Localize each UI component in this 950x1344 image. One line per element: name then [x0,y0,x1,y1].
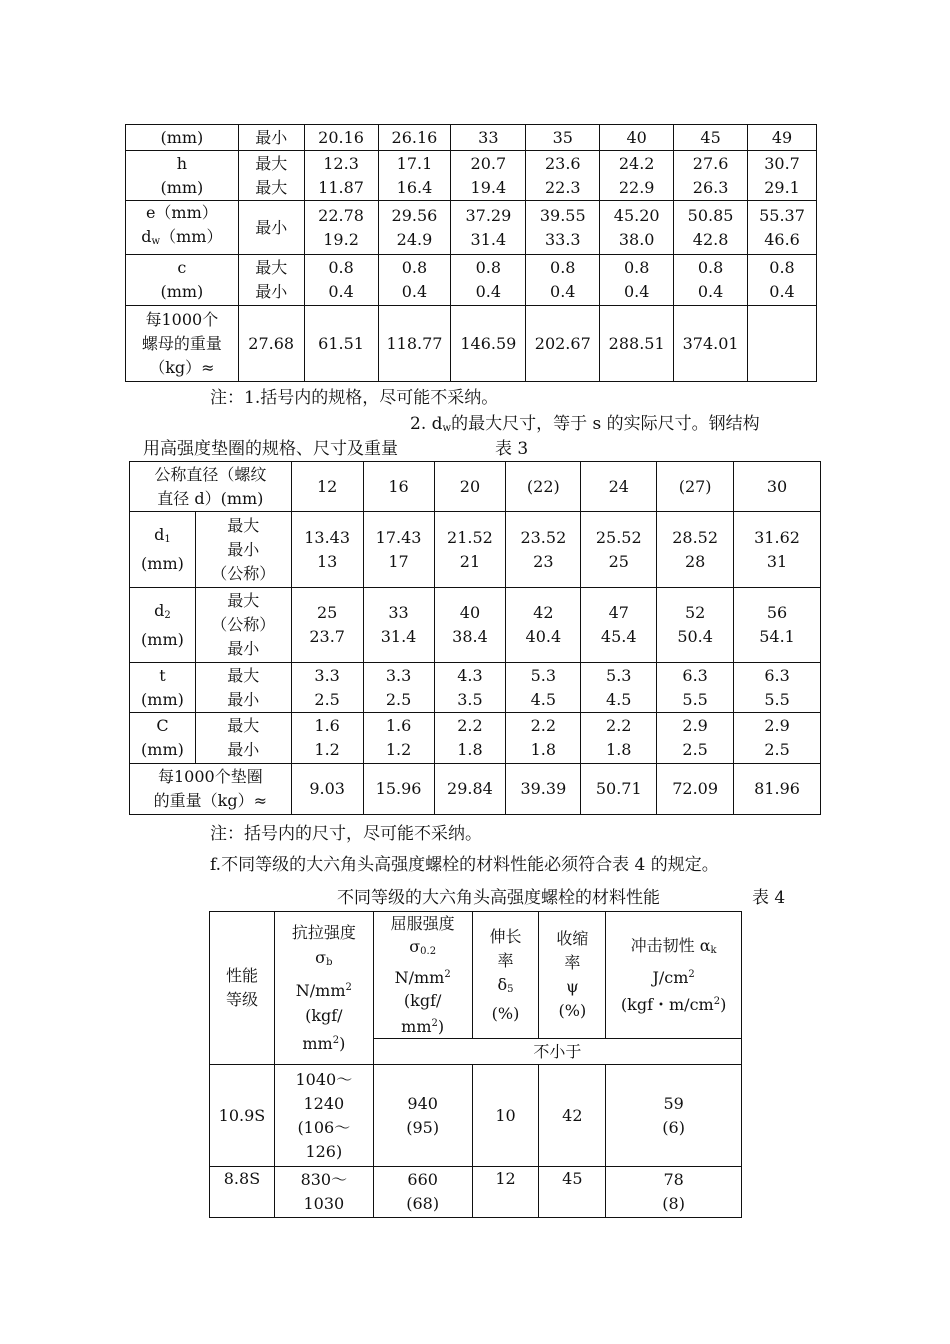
table-cell: 27.6 26.3 [674,151,748,201]
table-row [130,764,821,815]
table-cell: 45 [539,1167,606,1218]
table-cell: 146.59 [451,306,526,382]
label-dw [126,225,238,254]
table-cell: 6.3 5.5 [734,663,821,713]
table-cell: 33 [451,125,526,151]
note-1: 注：1.括号内的规格，尽可能不采纳。 [210,388,499,408]
table-cell: 12 [472,1167,539,1218]
table4-number: 表 4 [752,888,786,908]
table-cell: 25.52 25 [581,512,657,588]
yield-d: ) [437,1017,445,1036]
table-cell: 12.3 11.87 [304,151,378,201]
row-type: 最大 最小 [195,663,291,713]
table-cell: 23.6 22.3 [526,151,600,201]
table-cell: 50.85 42.8 [674,201,748,255]
table-cell: 27.68 [238,306,304,382]
yield-sup: 2 [444,969,451,980]
table-cell: 1040～ 1240 (106～ 126) [274,1065,373,1167]
table-cell: 202.67 [526,306,600,382]
table-cell: 40 38.4 [434,588,506,663]
table-cell: 29.56 24.9 [378,201,451,255]
table-cell: (22) [506,462,581,512]
table-cell: 0.8 0.4 [674,255,748,306]
table-cell: 2.2 1.8 [581,713,657,764]
tensile-sub: b [326,957,333,968]
table-cell: 0.8 0.4 [451,255,526,306]
table-header-row [210,912,742,1039]
label-unit: (mm) [141,629,184,649]
header-tensile [274,912,373,1065]
table-cell: 24 [581,462,657,512]
table-cell: 78 (8) [606,1167,742,1218]
table-row [130,512,821,588]
tensile-d: ) [339,1034,346,1053]
header-elongation [472,912,539,1039]
tensile-c: (kgf/ mm [302,1006,343,1053]
table-cell: 42 [539,1065,606,1167]
table-cell: 660 (68) [373,1167,472,1218]
table-row [210,1065,742,1167]
elong-a: 伸长 率 δ [489,926,522,994]
table-cell: 17.43 17 [363,512,434,588]
row-label: 每1000个垫圈 的重量（kg）≈ [130,764,292,815]
table-cell: 28.52 28 [657,512,734,588]
label-sub: 1 [164,534,171,545]
note-2-suffix: 的最大尺寸，等于 s 的实际尺寸。钢结构 [451,414,760,434]
header-grade: 性能 等级 [210,912,275,1065]
table-cell: 2.2 1.8 [506,713,581,764]
note-3: 注：括号内的尺寸，尽可能不采纳。 [210,824,482,844]
table-cell: 20 [434,462,506,512]
table-cell: 21.52 21 [434,512,506,588]
table-cell: 39.55 33.3 [526,201,600,255]
row-label [130,588,196,663]
tensile-a: 抗拉强度 σ [291,923,356,967]
header-impact [606,912,742,1039]
impact-b: J/cm [652,967,689,987]
table-cell: 56 54.1 [734,588,821,663]
table-cell: 35 [526,125,600,151]
row-type: 最大 最大 [238,151,304,201]
header-reduction: 收缩 率 ψ (%) [539,912,606,1039]
table-cell: 118.77 [378,306,451,382]
row-label: 每1000个 螺母的重量 （kg）≈ [126,306,239,382]
table-row [126,125,817,151]
table-cell: 81.96 [734,764,821,815]
table-cell: 4.3 3.5 [434,663,506,713]
table-cell: 59 (6) [606,1065,742,1167]
table-cell: 50.71 [581,764,657,815]
table-cell: 72.09 [657,764,734,815]
label-dw-unit: （mm） [160,227,223,246]
table-cell: 45 [674,125,748,151]
header-yield [373,912,472,1039]
header-label: 公称直径（螺纹 直径 d）(mm) [130,462,292,512]
label-sub: 2 [164,609,171,621]
table-row [130,663,821,713]
yield-a: 屈服强度 σ [390,914,455,956]
table-cell: 39.39 [506,764,581,815]
table-cell: 374.01 [674,306,748,382]
table-cell: 5.3 4.5 [506,663,581,713]
table-row [126,306,817,382]
grade-cell: 8.8S [210,1167,275,1218]
row-label: h (mm) [126,151,239,201]
label-main: d [154,600,165,620]
table-cell: (27) [657,462,734,512]
row-type: 最大 最小 [195,713,291,764]
table3-number: 表 3 [495,439,529,459]
header-min: 不小于 [373,1039,741,1065]
table-cell: 288.51 [600,306,674,382]
label-e: e（mm） [145,203,218,222]
note-2 [410,412,760,441]
table-cell: 2.9 2.5 [657,713,734,764]
table-cell: 42 40.4 [506,588,581,663]
tensile-sup2: 2 [332,1035,340,1046]
row-label: (mm) [126,125,239,151]
table-cell: 47 45.4 [581,588,657,663]
table-cell: 24.2 22.9 [600,151,674,201]
tensile-b: N/mm [295,981,346,1000]
table-cell: 61.51 [304,306,378,382]
yield-sub: 0.2 [420,946,437,957]
impact-c: (kgf・m/cm [620,994,714,1014]
table-cell: 6.3 5.5 [657,663,734,713]
table-cell: 52 50.4 [657,588,734,663]
table-cell: 12 [291,462,363,512]
table-row [130,713,821,764]
table-row [210,1167,742,1218]
table-cell: 29.84 [434,764,506,815]
table-cell: 5.3 4.5 [581,663,657,713]
note-2-sub: w [442,423,452,434]
table-cell: 1.6 1.2 [363,713,434,764]
table-cell: 2.9 2.5 [734,713,821,764]
note-2-prefix: 2. d [410,414,443,434]
elong-sub: 5 [507,983,514,995]
row-type: 最小 [238,125,304,151]
table-row [130,462,821,512]
impact-sup2: 2 [713,995,721,1007]
impact-a: 冲击韧性 α [630,935,711,955]
table-row [126,201,817,255]
table-cell: 20.7 19.4 [451,151,526,201]
table-cell: 25 23.7 [291,588,363,663]
yield-c: (kgf/ mm [401,991,442,1036]
table-cell: 0.8 0.4 [600,255,674,306]
table3-title: 用高强度垫圈的规格、尺寸及重量 [143,439,398,459]
table-cell: 49 [748,125,817,151]
table-cell: 22.78 19.2 [304,201,378,255]
table-cell: 2.2 1.8 [434,713,506,764]
table-cell: 0.8 0.4 [526,255,600,306]
note-4: f.不同等级的大六角头高强度螺栓的材料性能必须符合表 4 的规定。 [210,855,719,875]
table-cell: 830～ 1030 [274,1167,373,1218]
table-cell: 15.96 [363,764,434,815]
table-cell: 55.37 46.6 [748,201,817,255]
table-cell: 3.3 2.5 [291,663,363,713]
elong-b: (%) [491,1003,520,1023]
table-cell: 33 31.4 [363,588,434,663]
label-unit: (mm) [141,554,184,573]
table-cell: 16 [363,462,434,512]
row-label: C (mm) [130,713,196,764]
washer-table [129,461,821,815]
table-cell: 0.8 0.4 [378,255,451,306]
table-row [130,588,821,663]
table-cell: 13.43 13 [291,512,363,588]
table-cell: 0.8 0.4 [748,255,817,306]
impact-sub: k [710,944,717,956]
table-cell: 3.3 2.5 [363,663,434,713]
row-label: t (mm) [130,663,196,713]
table-cell: 30 [734,462,821,512]
nut-table [125,124,817,382]
row-type: 最大 最小 [238,255,304,306]
table-cell: 37.29 31.4 [451,201,526,255]
impact-sup: 2 [688,968,695,980]
table-cell: 45.20 38.0 [600,201,674,255]
table-row [126,255,817,306]
table-cell: 23.52 23 [506,512,581,588]
bolt-material-table [209,911,742,1218]
table-cell: 10 [472,1065,539,1167]
table-cell: 40 [600,125,674,151]
grade-cell: 10.9S [210,1065,275,1167]
label-dw-sub: w [151,236,161,247]
table-cell: 0.8 0.4 [304,255,378,306]
table-cell: 940 (95) [373,1065,472,1167]
yield-b: N/mm [394,968,445,987]
row-label [126,201,239,255]
row-label: c (mm) [126,255,239,306]
label-main: d [154,525,165,544]
tensile-sup: 2 [345,982,352,993]
table-cell: 1.6 1.2 [291,713,363,764]
table-cell: 31.62 31 [734,512,821,588]
impact-d: ) [720,994,727,1014]
table-cell [748,306,817,382]
table-row [126,151,817,201]
table-cell: 20.16 [304,125,378,151]
row-type: 最小 [238,201,304,255]
table-cell: 9.03 [291,764,363,815]
row-type: 最大 （公称） 最小 [195,588,291,663]
table-cell: 17.1 16.4 [378,151,451,201]
yield-sup2: 2 [431,1018,438,1029]
label-dw-main: d [141,227,152,246]
row-label [130,512,196,588]
table-cell: 30.7 29.1 [748,151,817,201]
table-cell: 26.16 [378,125,451,151]
table4-title: 不同等级的大六角头高强度螺栓的材料性能 [337,888,660,908]
row-type: 最大 最小 （公称） [195,512,291,588]
